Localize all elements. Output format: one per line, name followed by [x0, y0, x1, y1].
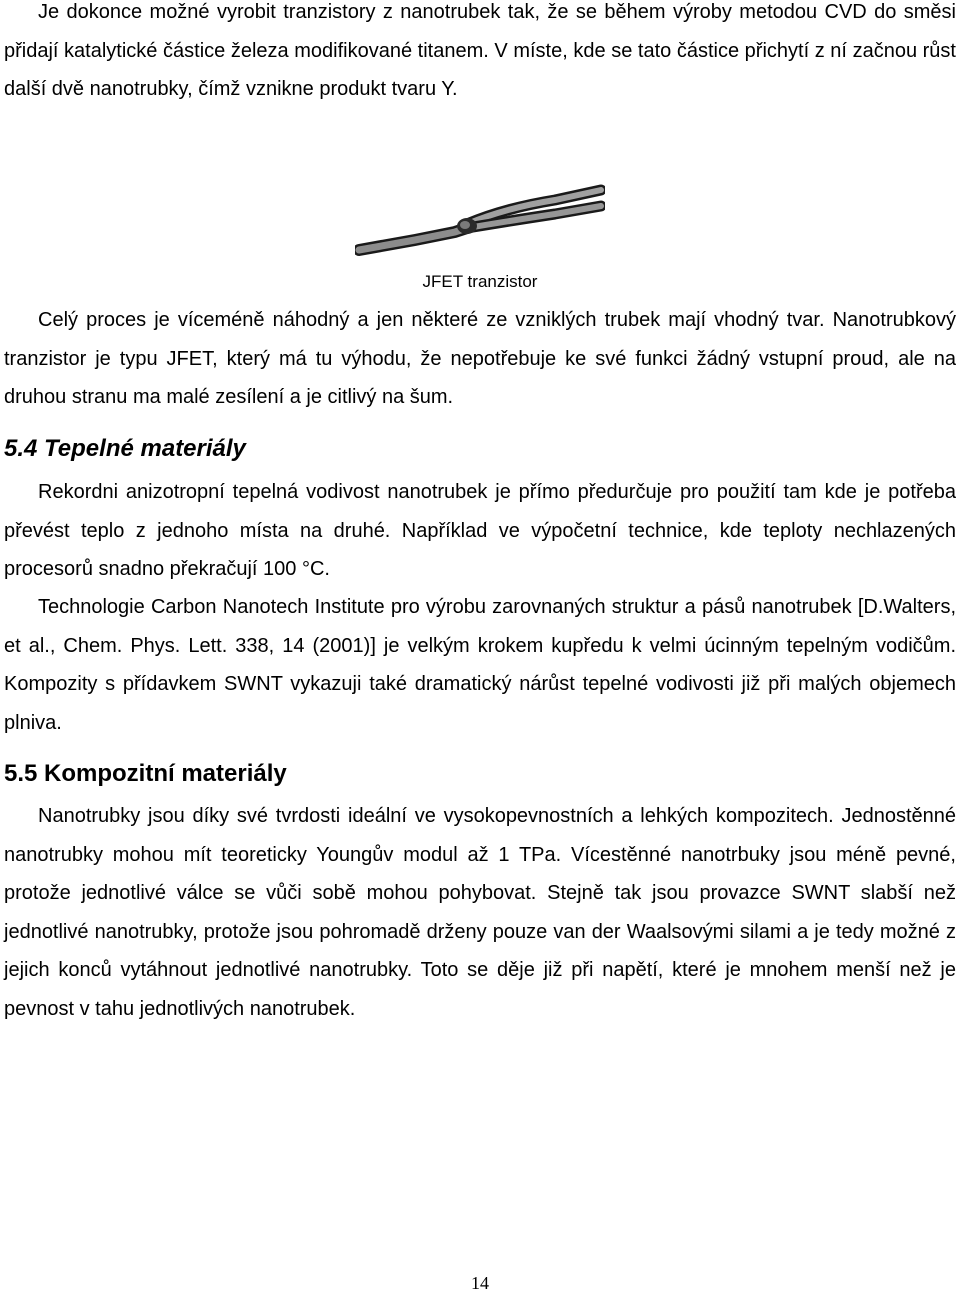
- paragraph-jfet-description: Celý proces je víceméně náhodný a jen některé ze vzniklých trubek mají vhodný tvar. Nanotrubkový tranzistor je typu JFET, který má tu výhodu, že nepotřebuje ke své funkci žádný vstupní proud, ale na druhou stranu ma malé zesílení a je citlivý na šum.: [4, 309, 956, 408]
- section-heading-composites: 5.5 Kompozitní materiály: [4, 760, 287, 787]
- section-heading-thermal: 5.4 Tepelné materiály: [4, 435, 246, 462]
- page-number: 14: [471, 1273, 489, 1293]
- paragraph-transistor-production: Je dokonce možné vyrobit tranzistory z nanotrubek tak, že se během výroby metodou CVD do směsi přidají katalytické částice železa modifikované titanem. V míste, kde se tato částice přichytí z ní začnou růst další dvě nanotrubky, čímž vznikne produkt tvaru Y.: [4, 1, 956, 100]
- y-nanotube-image: [355, 178, 605, 268]
- paragraph-thermal-conductivity: Rekordni anizotropní tepelná vodivost nanotrubek je přímo předurčuje pro použití tam kde je potřeba převést teplo z jednoho místa na druhé. Například ve výpočetní technice, kde teploty nechlazených procesorů snadno překračují 100 °C.: [4, 481, 956, 580]
- paragraph-carbon-nanotech: Technologie Carbon Nanotech Institute pro výrobu zarovnaných struktur a pásů nanotrubek [D.Walters, et al., Chem. Phys. Lett. 338, 14 (2001)] je velkým krokem kupředu k velmi úcinným tepelným vodičům. Kompozity s přídavkem SWNT vykazuji také dramatický nárůst tepelné vodivosti již při malých objemech plniva.: [4, 596, 956, 734]
- figure-caption: JFET tranzistor: [422, 272, 538, 291]
- paragraph-composite-materials: Nanotrubky jsou díky své tvrdosti ideální ve vysokopevnostních a lehkých kompozitech. Jednostěnné nanotrubky mohou mít teoreticky Youngův modul až 1 TPa. Vícestěnné nanotrbuky jsou méně pevné, protože jednotlivé válce se vůči sobě mohou pohybovat. Stejně tak jsou provazce SWNT slabší než jednotlivé nanotrubky, protože jsou pohromadě drženy pouze van der Waalsovými silami a je tedy možné z jejich konců vytáhnout jednotlivé nanotrubky. Toto se děje již při napětí, které je mnohem menší než je pevnost v tahu jednotlivých nanotrubek.: [4, 805, 956, 1020]
- y-nanotube-icon: [355, 178, 605, 268]
